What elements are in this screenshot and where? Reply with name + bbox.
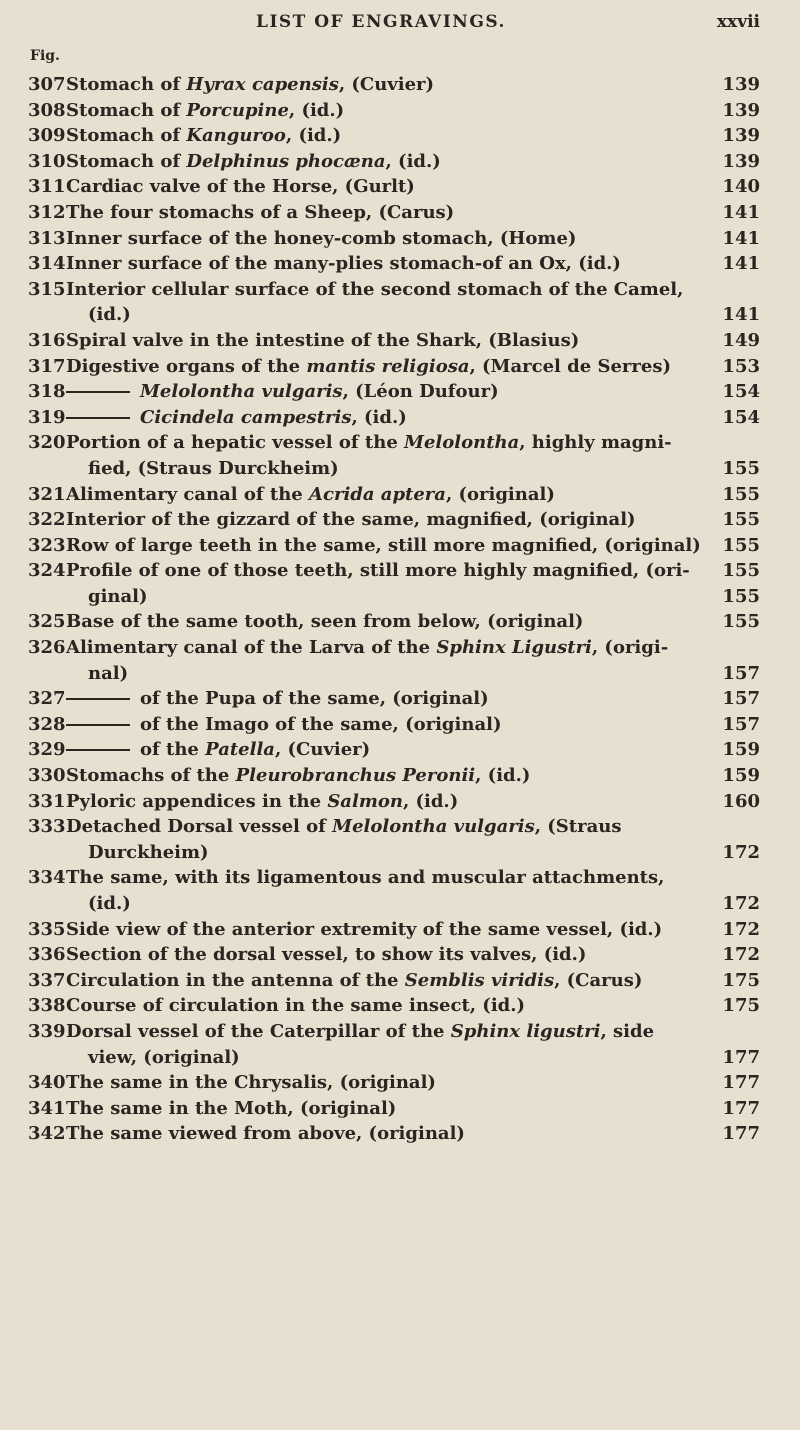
title-text: The four stomachs of a Sheep, (Carus) [66, 201, 455, 223]
engraving-title [88, 1045, 240, 1071]
title-text: The same in the Chrysalis, (original) [66, 1072, 436, 1094]
engraving-title [66, 993, 525, 1019]
italic-name: Porcupine [186, 99, 289, 121]
page-reference: 155 [722, 611, 760, 633]
title-text: , (Cuvier) [274, 739, 371, 761]
page-reference: 177 [722, 1072, 760, 1094]
engraving-title [88, 661, 128, 687]
title-text: Section of the dorsal vessel, to show its valves, (id.) [66, 944, 587, 966]
engravings-list [0, 72, 800, 1147]
page-reference: 177 [722, 1046, 760, 1068]
figure-number: 330 [28, 765, 66, 787]
engraving-title [66, 917, 662, 943]
engraving-title [66, 251, 621, 277]
title-text: The same viewed from above, (original) [66, 1123, 465, 1145]
title-text: Stomach of [66, 99, 187, 121]
ditto-dash [66, 724, 130, 726]
page-reference: 172 [722, 918, 760, 940]
title-text: Profile of one of those teeth, still more highly magnified, (ori- [66, 560, 690, 582]
page-reference: 157 [722, 688, 760, 710]
ditto-dash [66, 698, 130, 700]
figure-number: 324 [28, 560, 66, 582]
page-reference: 175 [722, 995, 760, 1017]
list-item [0, 968, 800, 994]
italic-name: Semblis viridis [404, 969, 555, 991]
list-item [0, 609, 800, 635]
page-reference: 159 [722, 739, 760, 761]
figure-number: 314 [28, 253, 66, 275]
engraving-title [66, 277, 683, 303]
page-reference: 139 [722, 125, 760, 147]
list-item [0, 993, 800, 1019]
figure-number: 333 [28, 816, 66, 838]
list-item [0, 123, 800, 149]
figure-number: 327 [28, 688, 66, 710]
title-text: of the [140, 739, 206, 761]
ditto-dash [66, 391, 130, 393]
list-item [0, 1070, 800, 1096]
page-reference: 157 [722, 662, 760, 684]
title-text: Alimentary canal of the [66, 483, 310, 505]
list-item [0, 328, 800, 354]
list-item [0, 584, 800, 610]
list-item [0, 174, 800, 200]
italic-name: Melolontha vulgaris [332, 816, 535, 838]
ditto-dash [66, 749, 130, 751]
figure-number: 318 [28, 381, 66, 403]
list-item [0, 456, 800, 482]
title-text: view, (original) [88, 1046, 240, 1068]
figure-number: 313 [28, 227, 66, 249]
title-text: Side view of the anterior extremity of the same vessel, (id.) [66, 918, 663, 940]
list-item [0, 354, 800, 380]
engraving-title [66, 174, 415, 200]
list-item [0, 1096, 800, 1122]
title-text: Spiral valve in the intestine of the Shark, (Blasius) [66, 329, 580, 351]
header-page-number: xxvii [716, 12, 760, 32]
engraving-title [66, 763, 530, 789]
page-reference: 153 [722, 355, 760, 377]
list-item [0, 635, 800, 661]
page-reference: 139 [722, 74, 760, 95]
engraving-title [66, 942, 586, 968]
title-text: , (id.) [288, 99, 345, 121]
engraving-title [66, 1121, 465, 1147]
figure-number: 307 [28, 74, 66, 95]
figure-number: 329 [28, 739, 66, 761]
engraving-title [66, 1070, 436, 1096]
list-item [0, 814, 800, 840]
page-reference: 155 [722, 483, 760, 505]
engraving-title [88, 302, 131, 328]
list-item [0, 277, 800, 303]
engraving-title [66, 200, 454, 226]
figure-number: 334 [28, 867, 66, 889]
figure-number: 316 [28, 329, 66, 351]
title-text: nal) [88, 662, 129, 684]
title-text: , side [600, 1020, 655, 1042]
title-text: The same in the Moth, (original) [66, 1097, 397, 1119]
list-item [0, 917, 800, 943]
figure-number: 335 [28, 918, 66, 940]
figure-number: 308 [28, 99, 66, 121]
engraving-title [88, 584, 148, 610]
list-item [0, 379, 800, 405]
figure-number: 319 [28, 406, 66, 428]
page-reference: 149 [722, 329, 760, 351]
title-text: of the Imago of the same, (original) [140, 713, 502, 735]
figure-number: 338 [28, 995, 66, 1017]
title-text: of the Pupa of the same, (original) [140, 688, 489, 710]
figure-number: 311 [28, 176, 66, 198]
page-reference: 157 [722, 713, 760, 735]
ditto-dash [66, 417, 130, 419]
engraving-title [66, 226, 576, 252]
title-text: , (id.) [402, 790, 459, 812]
figure-number: 320 [28, 432, 66, 454]
engraving-title [66, 149, 441, 175]
page-reference: 141 [722, 304, 760, 326]
page-reference: 155 [722, 509, 760, 531]
list-item [0, 686, 800, 712]
italic-name: Delphinus phocæna [186, 150, 386, 172]
title-text: Row of large teeth in the same, still more magnified, (original) [66, 534, 701, 556]
list-item [0, 1121, 800, 1147]
engraving-title [66, 123, 341, 149]
engraving-title [66, 72, 434, 98]
engraving-title [66, 1019, 654, 1045]
title-text: Base of the same tooth, seen from below, (original) [66, 611, 584, 633]
figure-number: 322 [28, 509, 66, 531]
engraving-title [66, 98, 344, 124]
engraving-title [66, 737, 370, 763]
engraving-title [66, 482, 555, 508]
list-item [0, 405, 800, 431]
engraving-title [88, 456, 339, 482]
list-item [0, 98, 800, 124]
title-text: , (Cuvier) [338, 74, 435, 95]
italic-name: Melolontha vulgaris [140, 381, 343, 403]
page-reference: 172 [722, 841, 760, 863]
title-text: Stomachs of the [66, 765, 236, 787]
page-reference: 172 [722, 944, 760, 966]
title-text: Inner surface of the honey-comb stomach, (Home) [66, 227, 577, 249]
italic-name: Hyrax capensis [186, 74, 339, 95]
italic-name: Pleurobranchus Peronii [235, 765, 476, 787]
list-item [0, 789, 800, 815]
page-reference: 140 [722, 176, 760, 198]
engraving-title [66, 430, 672, 456]
title-text: Inner surface of the many-plies stomach-of an Ox, (id.) [66, 253, 621, 275]
figure-number: 342 [28, 1123, 66, 1145]
page-reference: 155 [722, 560, 760, 582]
title-text: , (origi- [591, 637, 669, 659]
title-text: Interior cellular surface of the second stomach of the Camel, [66, 278, 684, 300]
engraving-title [66, 379, 499, 405]
list-item [0, 737, 800, 763]
title-text: Detached Dorsal vessel of [66, 816, 333, 838]
figure-number: 331 [28, 790, 66, 812]
title-text: ginal) [88, 585, 148, 607]
figure-number: 321 [28, 483, 66, 505]
title-text: Interior of the gizzard of the same, magnified, (original) [66, 509, 636, 531]
engraving-title [66, 686, 489, 712]
engraving-title [66, 712, 501, 738]
title-text: Portion of a hepatic vessel of the [66, 432, 405, 454]
engraving-title [88, 891, 131, 917]
title-text: , (Straus [534, 816, 622, 838]
engraving-title [66, 558, 690, 584]
italic-name: mantis religiosa [306, 355, 470, 377]
engraving-title [66, 968, 642, 994]
engraving-title [66, 507, 636, 533]
list-item [0, 149, 800, 175]
figure-number: 340 [28, 1072, 66, 1094]
title-text: Cardiac valve of the Horse, (Gurlt) [66, 176, 415, 198]
list-item [0, 200, 800, 226]
title-text: (id.) [88, 304, 131, 326]
figure-number: 339 [28, 1020, 66, 1042]
title-text: Course of circulation in the same insect, (id.) [66, 995, 526, 1017]
engraving-title [66, 865, 664, 891]
italic-name: Melolontha [404, 432, 520, 454]
figure-number: 337 [28, 969, 66, 991]
title-text: , (id.) [351, 406, 407, 428]
title-text: Stomach of [66, 74, 187, 95]
list-item [0, 1045, 800, 1071]
engraving-title [66, 1096, 396, 1122]
title-text: , (Léon Dufour) [342, 381, 499, 403]
title-text: , (id.) [475, 765, 531, 787]
italic-name: Acrida aptera [309, 483, 446, 505]
italic-name: Salmon [327, 790, 403, 812]
page-reference: 172 [722, 893, 760, 914]
figure-number: 310 [28, 150, 66, 172]
list-item [0, 533, 800, 559]
page-reference: 177 [722, 1123, 760, 1145]
title-text: Circulation in the antenna of the [66, 969, 405, 991]
figure-number: 309 [28, 125, 66, 147]
list-item [0, 661, 800, 687]
title-text: Stomach of [66, 125, 187, 147]
title-text: The same, with its ligamentous and muscular attachments, [66, 867, 665, 889]
list-item [0, 226, 800, 252]
list-item [0, 558, 800, 584]
page-reference: 155 [722, 457, 760, 479]
list-item [0, 72, 800, 98]
figure-number: 325 [28, 611, 66, 633]
engraving-title [66, 609, 583, 635]
title-text: , (original) [445, 483, 555, 505]
list-item [0, 1019, 800, 1045]
list-item [0, 482, 800, 508]
list-item [0, 507, 800, 533]
title-text: (id.) [88, 893, 131, 914]
engraving-title [66, 533, 701, 559]
list-item [0, 430, 800, 456]
figure-number: 315 [28, 278, 66, 300]
list-item [0, 942, 800, 968]
figure-number: 341 [28, 1097, 66, 1119]
page-reference: 141 [722, 227, 760, 249]
header-title: LIST OF ENGRAVINGS. [256, 12, 506, 32]
engraving-title [66, 354, 671, 380]
page-reference: 155 [722, 534, 760, 556]
title-text: , (id.) [385, 150, 441, 172]
title-text: , (Marcel de Serres) [469, 355, 671, 377]
page-reference: 177 [722, 1097, 760, 1119]
title-text: , (Carus) [554, 969, 643, 991]
list-item [0, 840, 800, 866]
page-reference: 139 [722, 150, 760, 172]
column-head-fig: Fig. [30, 48, 60, 64]
figure-number: 317 [28, 355, 66, 377]
title-text: Dorsal vessel of the Caterpillar of the [66, 1020, 451, 1042]
engraving-title [88, 840, 209, 866]
figure-number: 336 [28, 944, 66, 966]
engraving-title [66, 814, 621, 840]
engraving-title [66, 635, 668, 661]
page-reference: 141 [722, 201, 760, 223]
italic-name: Cicindela campestris [140, 406, 352, 428]
title-text: Digestive organs of the [66, 355, 307, 377]
figure-number: 312 [28, 201, 66, 223]
list-item [0, 763, 800, 789]
list-item [0, 251, 800, 277]
italic-name: Sphinx Ligustri [436, 637, 592, 659]
engraving-title [66, 328, 579, 354]
title-text: Pyloric appendices in the [66, 790, 328, 812]
engraving-title [66, 789, 458, 815]
list-item [0, 302, 800, 328]
figure-number: 328 [28, 713, 66, 735]
page-reference: 155 [722, 585, 760, 607]
title-text: Stomach of [66, 150, 187, 172]
italic-name: Patella [205, 739, 275, 761]
page-reference: 154 [722, 406, 760, 428]
engraving-title [66, 405, 407, 431]
list-item [0, 712, 800, 738]
running-header [0, 8, 800, 38]
title-text: Alimentary canal of the Larva of the [66, 637, 437, 659]
page-reference: 159 [722, 765, 760, 787]
italic-name: Sphinx ligustri [450, 1020, 601, 1042]
title-text: Durckheim) [88, 841, 209, 863]
title-text: , highly magni- [519, 432, 672, 454]
page-reference: 141 [722, 253, 760, 275]
page-reference: 154 [722, 381, 760, 403]
title-text: fied, (Straus Durckheim) [88, 457, 339, 479]
page-reference: 160 [722, 790, 760, 812]
figure-number: 326 [28, 637, 66, 659]
figure-number: 323 [28, 534, 66, 556]
list-item [0, 891, 800, 917]
title-text: , (id.) [285, 125, 342, 147]
page-reference: 175 [722, 969, 760, 991]
page-reference: 139 [722, 99, 760, 121]
italic-name: Kanguroo [186, 125, 286, 147]
list-item [0, 865, 800, 891]
